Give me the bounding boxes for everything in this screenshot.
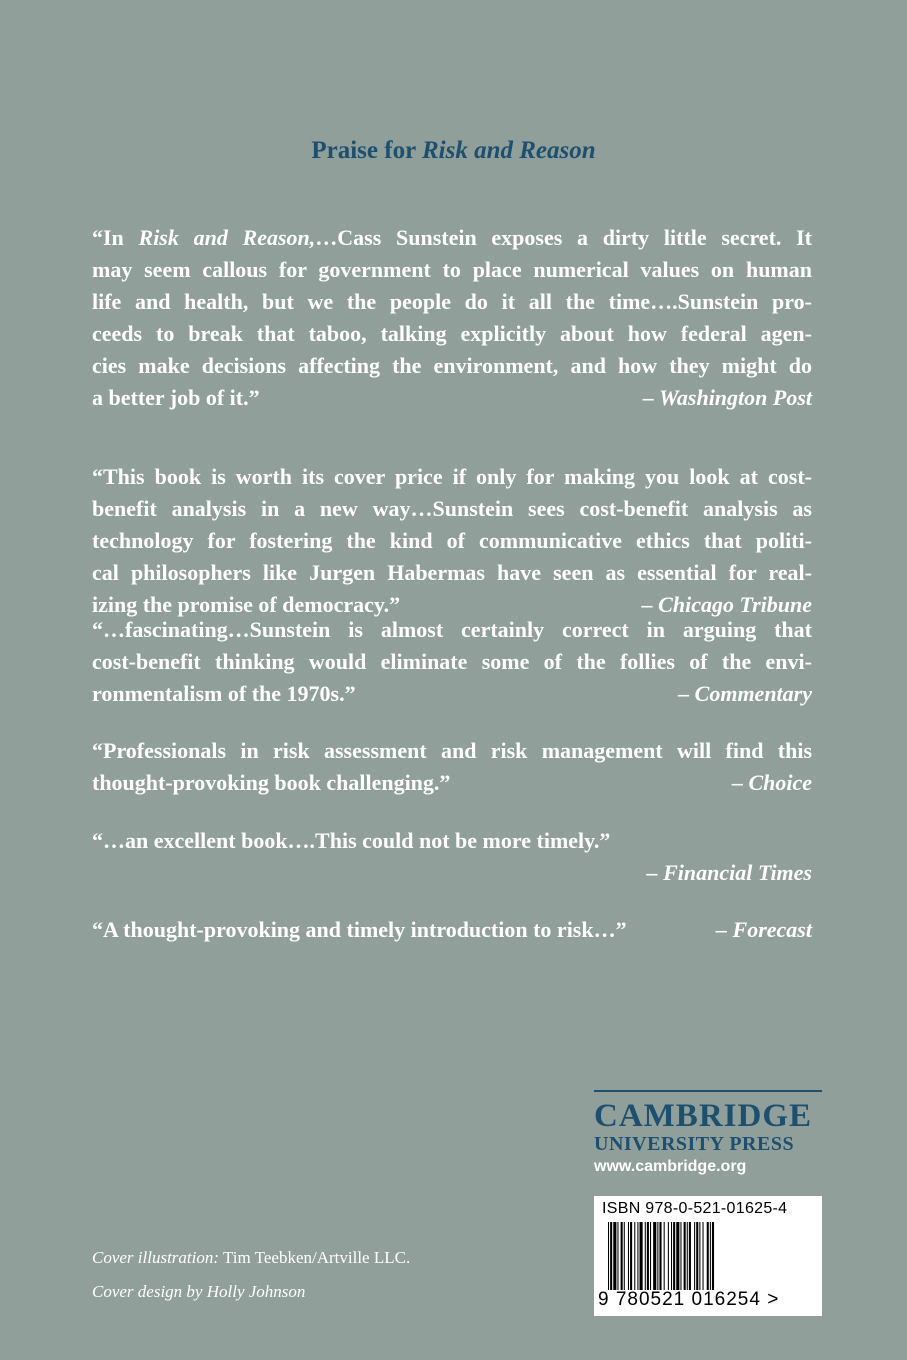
quote-line: technology for fostering the kind of communicative ethics that politi-	[92, 528, 812, 553]
quote-source: – Financial Times	[646, 860, 812, 885]
quote-source: – Chicago Tribune	[641, 592, 812, 617]
quote-line: cies make decisions affecting the environment, and how they might do	[92, 353, 812, 378]
quote-line: “This book is worth its cover price if only for making you look at cost-	[92, 464, 812, 489]
barcode-bar	[680, 1222, 681, 1290]
ean-number: 9 780521 016254 >	[598, 1289, 780, 1310]
heading-book-title: Risk and Reason	[421, 137, 596, 164]
barcode-bar	[647, 1222, 649, 1290]
barcode-bar	[668, 1222, 669, 1290]
quote-line: “Professionals in risk assessment and risk management will find this	[92, 738, 812, 763]
quote-line: izing the promise of democracy.” – Chicago Tribune	[92, 589, 812, 621]
quote-line: a better job of it.” – Washington Post	[92, 382, 812, 414]
quote-line: “A thought-provoking and timely introduction to risk…” – Forecast	[92, 914, 812, 946]
cover-illustration-credit	[92, 1248, 410, 1268]
barcode-bar	[694, 1222, 695, 1290]
barcode-bar	[624, 1222, 625, 1290]
quote-forecast	[92, 914, 812, 946]
quote-line: cost-benefit thinking would eliminate some of the follies of the envi-	[92, 649, 812, 674]
quote-source: – Commentary	[678, 681, 812, 706]
cover-design-credit	[92, 1282, 305, 1302]
quote-line: “…fascinating…Sunstein is almost certainly correct in arguing that	[92, 617, 812, 642]
barcode-bar	[610, 1222, 612, 1290]
barcode-bar	[640, 1222, 643, 1290]
quote-line: cal philosophers like Jurgen Habermas have seen as essential for real-	[92, 560, 812, 585]
quote-line: ronmentalism of the 1970s.” – Commentary	[92, 678, 812, 710]
barcode-bar	[630, 1222, 632, 1290]
quote-line: “In Risk and Reason,…Cass Sunstein exposes a dirty little secret. It	[92, 225, 812, 250]
barcode-bar	[608, 1222, 609, 1290]
publisher-rule	[594, 1090, 822, 1092]
quote-chicago-tribune	[92, 461, 812, 621]
barcode-bar	[671, 1222, 672, 1290]
illustration-value: Tim Teebken/Artville LLC.	[222, 1248, 411, 1267]
barcode-bar	[712, 1222, 714, 1290]
quote-line: “…an excellent book….This could not be more timely.”	[92, 828, 611, 853]
praise-heading	[0, 137, 907, 165]
quote-choice	[92, 735, 812, 799]
barcode-bar	[657, 1222, 658, 1290]
quote-source: – Forecast	[716, 917, 812, 942]
quote-line: may seem callous for government to place numerical values on human	[92, 257, 812, 282]
barcode-bar	[684, 1222, 686, 1290]
quote-commentary	[92, 614, 812, 710]
publisher-subtitle: UNIVERSITY PRESS	[594, 1133, 795, 1155]
quote-washington-post	[92, 222, 812, 414]
design-credit: Cover design by Holly Johnson	[92, 1282, 306, 1301]
barcode-bar	[689, 1222, 691, 1290]
quote-line: thought-provoking book challenging.” – Choice	[92, 767, 812, 799]
quote-source: – Washington Post	[642, 385, 812, 410]
barcode-bars	[608, 1222, 808, 1290]
quote-source: – Choice	[731, 770, 812, 795]
barcode-bar	[645, 1222, 646, 1290]
barcode-bar	[703, 1222, 704, 1290]
publisher-name: CAMBRIDGE	[594, 1098, 813, 1134]
quote-line: benefit analysis in a new way…Sunstein sees cost-benefit analysis as	[92, 496, 812, 521]
barcode-bar	[617, 1222, 618, 1290]
barcode-bar	[673, 1222, 675, 1290]
barcode-bar	[659, 1222, 661, 1290]
publisher-logo	[594, 1090, 824, 1176]
quote-line: ceeds to break that taboo, talking explicitly about how federal agen-	[92, 321, 812, 346]
barcode-bar	[650, 1222, 651, 1290]
isbn-number: ISBN 978-0-521-01625-4	[602, 1200, 788, 1217]
isbn-barcode	[594, 1196, 822, 1316]
barcode-bar	[613, 1222, 616, 1290]
barcode-bar	[664, 1222, 665, 1290]
barcode-bar	[637, 1222, 638, 1290]
barcode-bar	[621, 1222, 623, 1290]
quote-financial-times	[92, 825, 812, 889]
barcode-bar	[707, 1222, 709, 1290]
barcode-bar	[676, 1222, 679, 1290]
barcode-bar	[687, 1222, 688, 1290]
heading-prefix: Praise for	[311, 137, 416, 164]
barcode-bar	[710, 1222, 711, 1290]
illustration-label: Cover illustration:	[92, 1248, 220, 1267]
barcode-bar	[653, 1222, 656, 1290]
quote-line: life and health, but we the people do it all the time….Sunstein pro-	[92, 289, 812, 314]
barcode-bar	[699, 1222, 700, 1290]
barcode-bar	[696, 1222, 698, 1290]
barcode-bar	[634, 1222, 635, 1290]
barcode-bar	[628, 1222, 629, 1290]
publisher-url: www.cambridge.org	[594, 1158, 747, 1175]
